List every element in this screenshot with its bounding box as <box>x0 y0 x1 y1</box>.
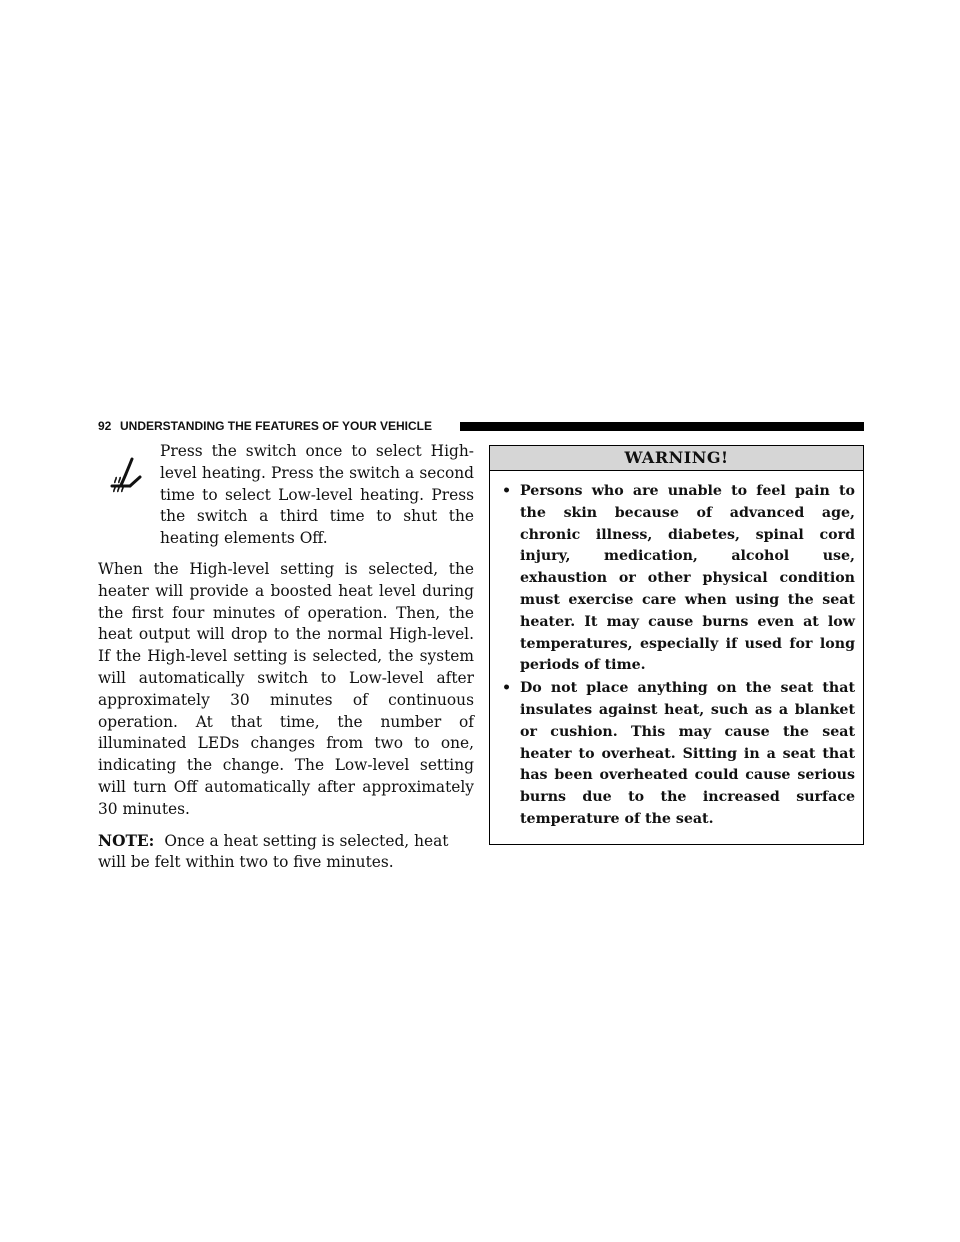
note-text: Once a heat setting is selected, heat will be felt within two to five minutes. <box>98 831 449 872</box>
warning-title: WARNING! <box>490 446 863 471</box>
bullet-icon: • <box>502 680 512 697</box>
intro-paragraph: Press the switch once to select High-level heating. Press the switch a second time to select Low-level heating. Press the switch a third time to shut the heating elements Off. <box>160 442 474 548</box>
warning-item <box>502 481 855 677</box>
page-number: 92 <box>98 419 112 433</box>
warning-list <box>490 471 863 844</box>
note-paragraph <box>98 831 474 875</box>
left-column <box>98 441 474 874</box>
body-paragraph: When the High-level setting is selected, the heater will provide a boosted heat level during the first four minutes of operation. Then, the heat output will drop to the normal High-level. If the High-level setting is selected, the system will automatically switch to Low-level after approximately 30 minutes of continuous operation. At that time, the number of illuminated LEDs changes from two to one, indicating the change. The Low-level setting will turn Off automatically after approximately 30 minutes. <box>98 559 474 818</box>
intro-block <box>98 441 474 550</box>
warning-box <box>489 445 864 845</box>
page-header <box>98 418 864 434</box>
note-label: NOTE: <box>98 831 155 850</box>
section-title: UNDERSTANDING THE FEATURES OF YOUR VEHICLE <box>120 419 433 433</box>
warning-item <box>502 678 855 831</box>
warning-item-text: Do not place anything on the seat that insulates against heat, such as a blanket or cushion. This may cause the seat heater to overheat. Sitting in a seat that has been overheated could cause serious burns due to the increased surface temperature of the seat. <box>520 680 855 827</box>
header-rule <box>460 422 864 431</box>
warning-item-text: Persons who are unable to feel pain to the skin because of advanced age, chronic illness, diabetes, spinal cord injury, medication, alcohol use, exhaustion or other physical condition must exercise care when using the seat heater. It may cause burns even at low temperatures, especially if used for long periods of time. <box>520 483 855 674</box>
bullet-icon: • <box>502 483 512 499</box>
seat-heater-icon <box>106 455 146 495</box>
